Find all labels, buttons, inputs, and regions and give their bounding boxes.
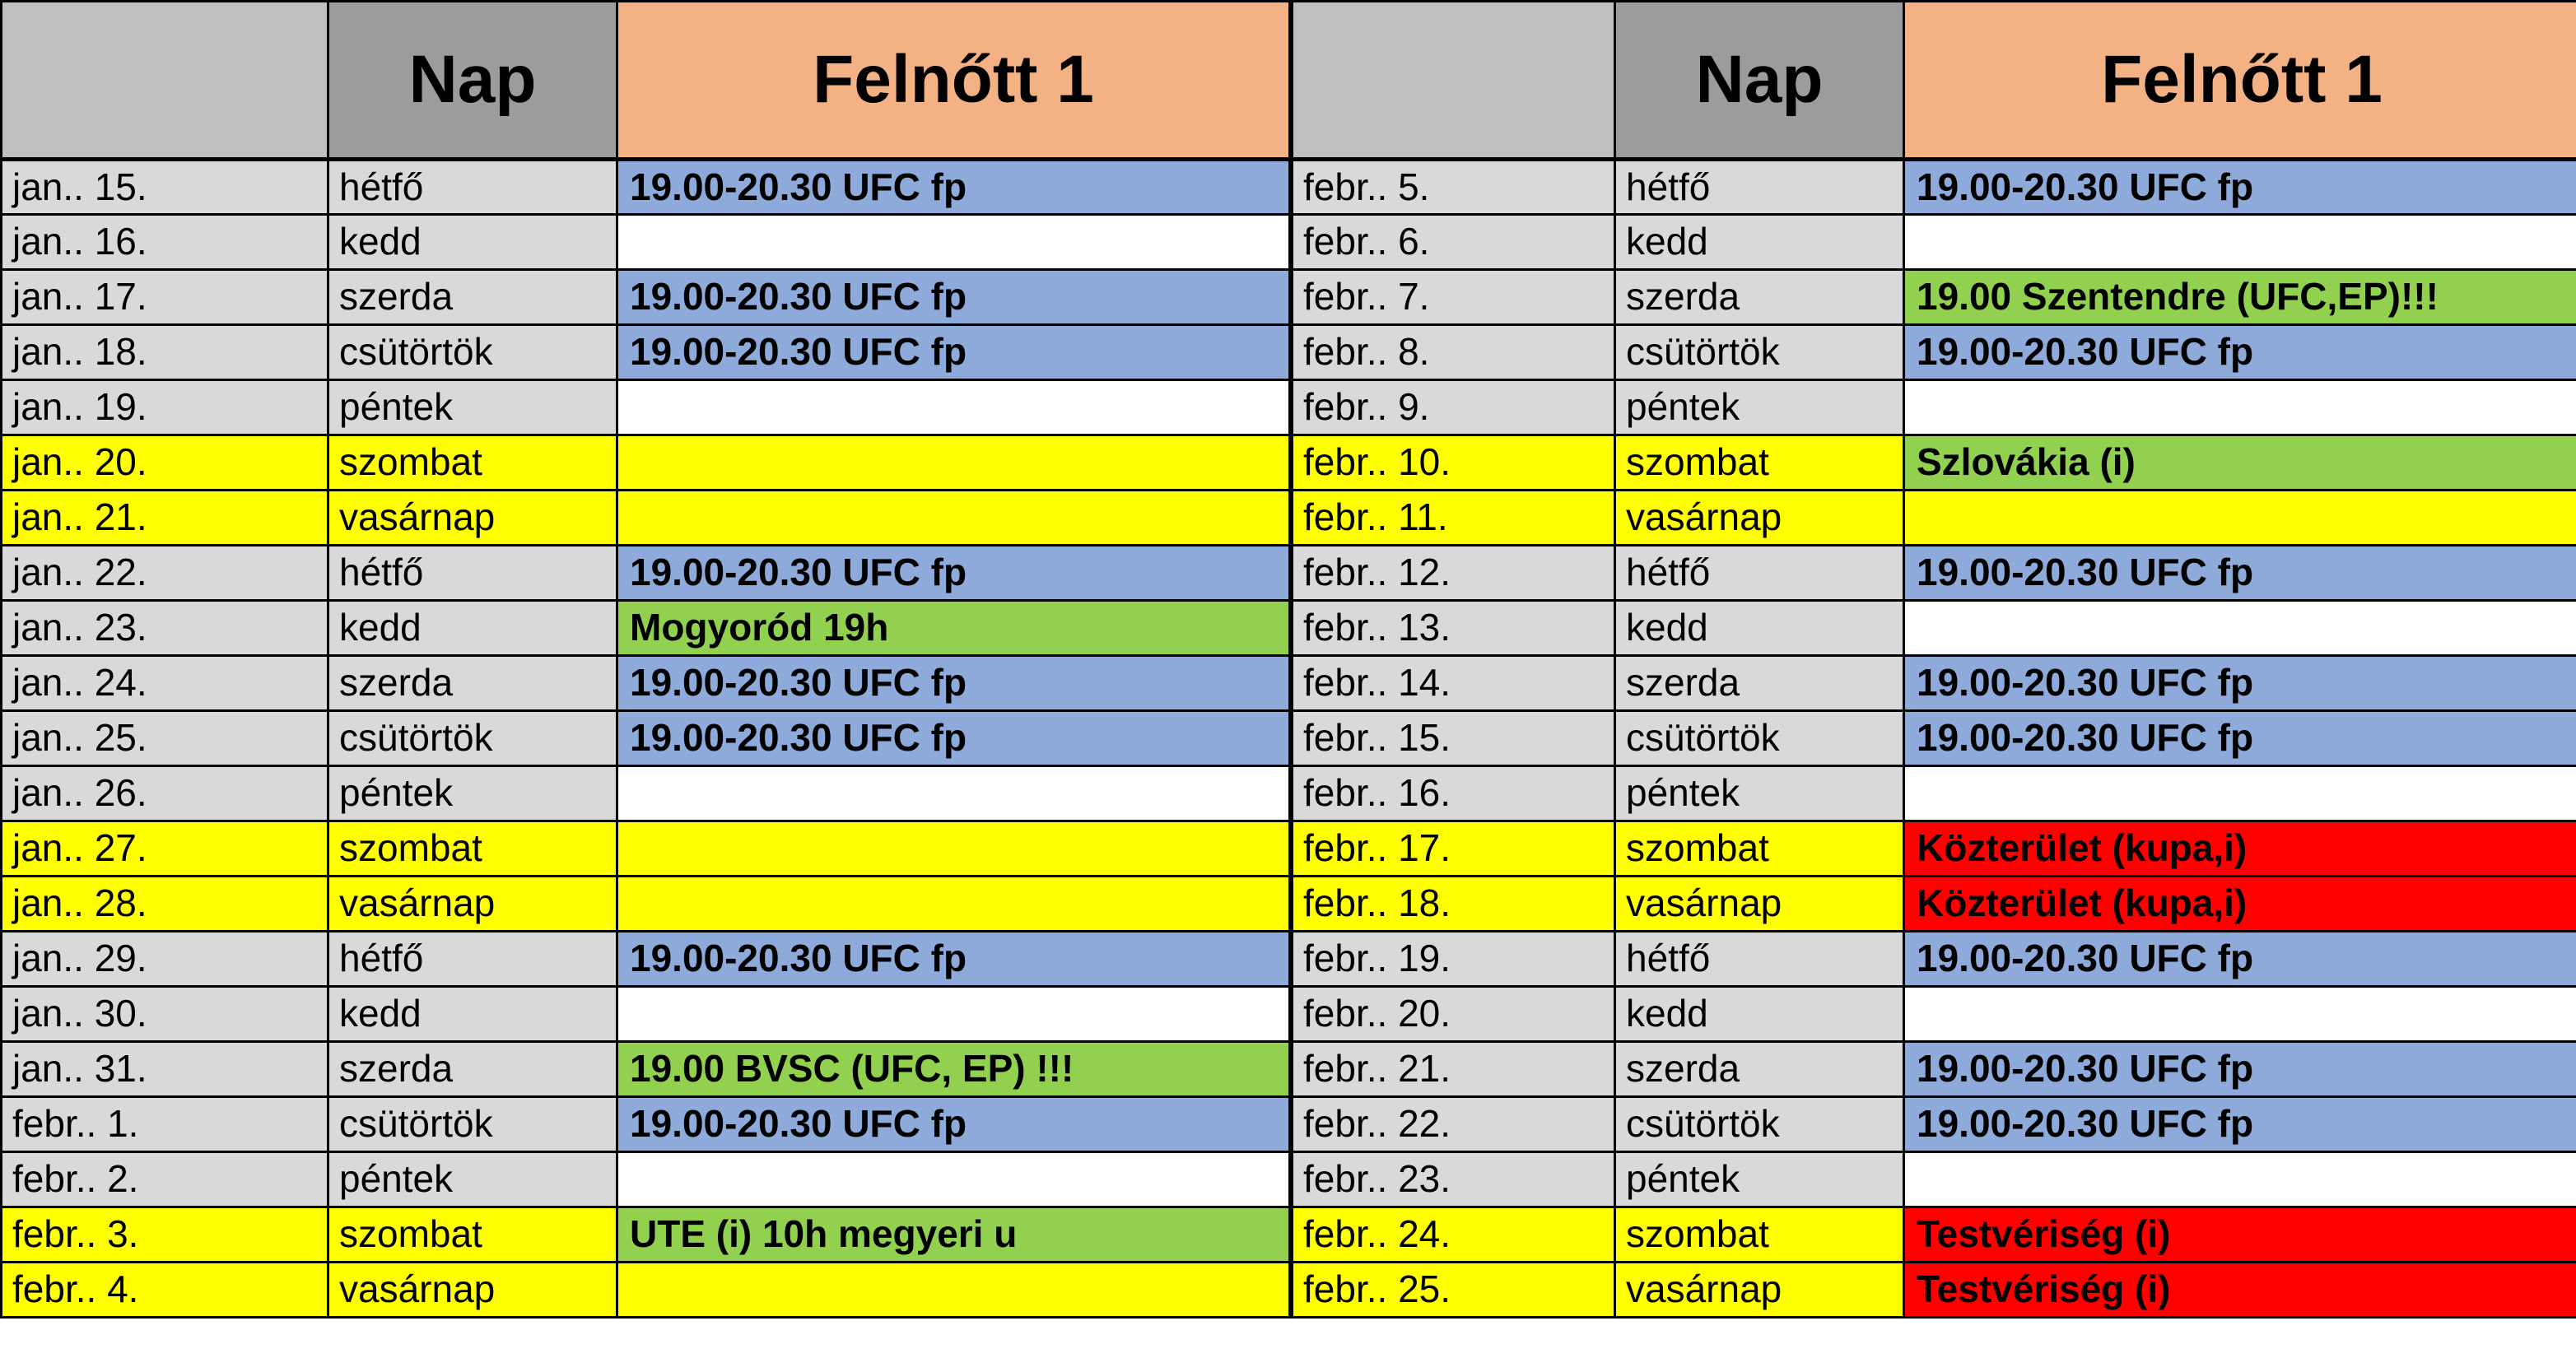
event-cell[interactable] <box>617 215 1290 270</box>
event-cell[interactable] <box>617 766 1290 821</box>
date-cell[interactable]: febr.. 11. <box>1293 491 1615 546</box>
schedule-row <box>2 435 1290 491</box>
date-cell[interactable]: febr.. 16. <box>1293 766 1615 821</box>
day-cell[interactable]: péntek <box>1615 380 1904 435</box>
header-group-cell[interactable]: Felnőtt 1 <box>1904 2 2576 160</box>
schedule-row <box>2 1042 1290 1097</box>
date-cell[interactable]: febr.. 14. <box>1293 656 1615 711</box>
schedule-row <box>1293 932 2576 987</box>
schedule-row <box>1293 215 2576 270</box>
day-cell[interactable]: csütörtök <box>1615 325 1904 380</box>
date-cell[interactable]: jan.. 31. <box>2 1042 328 1097</box>
schedule-row <box>1293 601 2576 656</box>
date-cell[interactable]: febr.. 19. <box>1293 932 1615 987</box>
date-cell[interactable]: jan.. 24. <box>2 656 328 711</box>
day-cell[interactable]: szombat <box>328 821 617 877</box>
event-cell[interactable] <box>617 491 1290 546</box>
schedule-row <box>1293 270 2576 325</box>
date-cell[interactable]: febr.. 21. <box>1293 1042 1615 1097</box>
event-cell[interactable] <box>1904 601 2576 656</box>
event-cell[interactable]: Közterület (kupa,i) <box>1904 877 2576 932</box>
date-cell[interactable]: jan.. 16. <box>2 215 328 270</box>
event-cell[interactable]: 19.00 BVSC (UFC, EP) !!! <box>617 1042 1290 1097</box>
date-cell[interactable]: jan.. 28. <box>2 877 328 932</box>
date-cell[interactable]: jan.. 27. <box>2 821 328 877</box>
day-cell[interactable]: vasárnap <box>328 491 617 546</box>
day-cell[interactable]: szombat <box>1615 1207 1904 1263</box>
event-cell[interactable] <box>617 821 1290 877</box>
event-cell[interactable]: 19.00-20.30 UFC fp <box>617 711 1290 766</box>
day-cell[interactable]: csütörtök <box>328 1097 617 1152</box>
day-cell[interactable]: vasárnap <box>1615 877 1904 932</box>
header-row <box>2 2 1290 160</box>
event-cell[interactable] <box>1904 1152 2576 1207</box>
date-cell[interactable]: febr.. 20. <box>1293 987 1615 1042</box>
schedule-row <box>2 821 1290 877</box>
event-cell[interactable]: 19.00-20.30 UFC fp <box>617 932 1290 987</box>
event-cell[interactable]: 19.00-20.30 UFC fp <box>617 325 1290 380</box>
event-cell[interactable]: 19.00-20.30 UFC fp <box>617 270 1290 325</box>
date-cell[interactable]: jan.. 17. <box>2 270 328 325</box>
event-cell[interactable] <box>617 987 1290 1042</box>
date-cell[interactable]: jan.. 29. <box>2 932 328 987</box>
schedule-row <box>1293 1097 2576 1152</box>
schedule-row <box>2 877 1290 932</box>
date-cell[interactable]: jan.. 21. <box>2 491 328 546</box>
date-cell[interactable]: febr.. 25. <box>1293 1263 1615 1318</box>
schedule-row <box>1293 821 2576 877</box>
day-cell[interactable]: hétfő <box>328 546 617 601</box>
day-cell[interactable]: kedd <box>1615 987 1904 1042</box>
day-cell[interactable]: csütörtök <box>1615 1097 1904 1152</box>
event-cell[interactable]: UTE (i) 10h megyeri u <box>617 1207 1290 1263</box>
event-cell[interactable]: Mogyoród 19h <box>617 601 1290 656</box>
header-day-cell[interactable]: Nap <box>1615 2 1904 160</box>
event-cell[interactable]: 19.00-20.30 UFC fp <box>1904 1097 2576 1152</box>
day-cell[interactable]: csütörtök <box>328 711 617 766</box>
schedule-row <box>1293 1207 2576 1263</box>
date-cell[interactable]: febr.. 13. <box>1293 601 1615 656</box>
day-cell[interactable]: péntek <box>1615 766 1904 821</box>
date-cell[interactable]: jan.. 30. <box>2 987 328 1042</box>
date-cell[interactable]: jan.. 18. <box>2 325 328 380</box>
event-cell[interactable]: Testvériség (i) <box>1904 1207 2576 1263</box>
day-cell[interactable]: csütörtök <box>1615 711 1904 766</box>
day-cell[interactable]: kedd <box>1615 601 1904 656</box>
event-cell[interactable]: 19.00-20.30 UFC fp <box>1904 656 2576 711</box>
event-cell[interactable] <box>617 1152 1290 1207</box>
day-cell[interactable]: vasárnap <box>328 877 617 932</box>
schedule-table-left <box>0 0 1291 1319</box>
schedule-row <box>2 656 1290 711</box>
event-cell[interactable]: 19.00-20.30 UFC fp <box>1904 932 2576 987</box>
schedule-row <box>1293 877 2576 932</box>
schedule-row <box>1293 160 2576 215</box>
schedule-row <box>2 160 1290 215</box>
day-cell[interactable]: kedd <box>328 215 617 270</box>
date-cell[interactable]: febr.. 18. <box>1293 877 1615 932</box>
header-day-cell[interactable]: Nap <box>328 2 617 160</box>
date-cell[interactable]: febr.. 24. <box>1293 1207 1615 1263</box>
schedule-row <box>2 546 1290 601</box>
day-cell[interactable]: kedd <box>328 987 617 1042</box>
schedule-row <box>2 491 1290 546</box>
day-cell[interactable]: péntek <box>1615 1152 1904 1207</box>
date-cell[interactable]: febr.. 23. <box>1293 1152 1615 1207</box>
event-cell[interactable]: Testvériség (i) <box>1904 1263 2576 1318</box>
schedule-row <box>1293 656 2576 711</box>
event-cell[interactable]: 19.00-20.30 UFC fp <box>1904 160 2576 215</box>
day-cell[interactable]: szerda <box>1615 656 1904 711</box>
event-cell[interactable] <box>1904 491 2576 546</box>
day-cell[interactable]: hétfő <box>1615 160 1904 215</box>
date-cell[interactable]: febr.. 22. <box>1293 1097 1615 1152</box>
header-group-cell[interactable]: Felnőtt 1 <box>617 2 1290 160</box>
date-cell[interactable]: jan.. 19. <box>2 380 328 435</box>
schedule-row <box>1293 1152 2576 1207</box>
schedule-row <box>1293 325 2576 380</box>
date-cell[interactable]: febr.. 5. <box>1293 160 1615 215</box>
schedule-row <box>2 1263 1290 1318</box>
day-cell[interactable]: szerda <box>1615 270 1904 325</box>
event-cell[interactable]: 19.00-20.30 UFC fp <box>1904 711 2576 766</box>
event-cell[interactable]: 19.00-20.30 UFC fp <box>617 1097 1290 1152</box>
header-blank-cell[interactable] <box>2 2 328 160</box>
schedule-row <box>2 380 1290 435</box>
event-cell[interactable] <box>1904 987 2576 1042</box>
date-cell[interactable]: jan.. 15. <box>2 160 328 215</box>
schedule-row <box>1293 491 2576 546</box>
day-cell[interactable]: péntek <box>328 766 617 821</box>
day-cell[interactable]: szerda <box>1615 1042 1904 1097</box>
date-cell[interactable]: jan.. 26. <box>2 766 328 821</box>
schedule-row <box>2 270 1290 325</box>
schedule-row <box>1293 435 2576 491</box>
date-cell[interactable]: febr.. 6. <box>1293 215 1615 270</box>
date-cell[interactable]: febr.. 15. <box>1293 711 1615 766</box>
event-cell[interactable] <box>1904 766 2576 821</box>
day-cell[interactable]: szerda <box>328 656 617 711</box>
schedule-row <box>2 987 1290 1042</box>
event-cell[interactable] <box>617 1263 1290 1318</box>
date-cell[interactable]: febr.. 1. <box>2 1097 328 1152</box>
event-cell[interactable] <box>617 877 1290 932</box>
day-cell[interactable]: szombat <box>328 1207 617 1263</box>
event-cell[interactable]: 19.00-20.30 UFC fp <box>617 546 1290 601</box>
schedule-row <box>1293 1263 2576 1318</box>
day-cell[interactable]: szombat <box>1615 435 1904 491</box>
date-cell[interactable]: febr.. 7. <box>1293 270 1615 325</box>
schedule-row <box>2 601 1290 656</box>
event-cell[interactable] <box>1904 380 2576 435</box>
schedule-row <box>1293 766 2576 821</box>
day-cell[interactable]: vasárnap <box>1615 491 1904 546</box>
schedule-row <box>1293 711 2576 766</box>
day-cell[interactable]: vasárnap <box>328 1263 617 1318</box>
schedule-row <box>1293 987 2576 1042</box>
day-cell[interactable]: péntek <box>328 380 617 435</box>
day-cell[interactable]: szombat <box>1615 821 1904 877</box>
date-cell[interactable]: febr.. 2. <box>2 1152 328 1207</box>
schedule-table-right <box>1291 0 2576 1319</box>
schedule-row <box>1293 546 2576 601</box>
day-cell[interactable]: vasárnap <box>1615 1263 1904 1318</box>
date-cell[interactable]: febr.. 8. <box>1293 325 1615 380</box>
header-row <box>1293 2 2576 160</box>
date-cell[interactable]: jan.. 25. <box>2 711 328 766</box>
day-cell[interactable]: szombat <box>328 435 617 491</box>
date-cell[interactable]: jan.. 23. <box>2 601 328 656</box>
schedule-row <box>2 1207 1290 1263</box>
date-cell[interactable]: febr.. 12. <box>1293 546 1615 601</box>
event-cell[interactable]: Közterület (kupa,i) <box>1904 821 2576 877</box>
date-cell[interactable]: jan.. 22. <box>2 546 328 601</box>
schedule-row <box>2 325 1290 380</box>
date-cell[interactable]: jan.. 20. <box>2 435 328 491</box>
schedule-row <box>2 711 1290 766</box>
day-cell[interactable]: hétfő <box>328 160 617 215</box>
event-cell[interactable]: 19.00-20.30 UFC fp <box>617 656 1290 711</box>
schedule-row <box>2 1152 1290 1207</box>
day-cell[interactable]: hétfő <box>1615 932 1904 987</box>
event-cell[interactable]: 19.00-20.30 UFC fp <box>1904 546 2576 601</box>
schedule-row <box>2 932 1290 987</box>
event-cell[interactable] <box>617 380 1290 435</box>
date-cell[interactable]: febr.. 9. <box>1293 380 1615 435</box>
date-cell[interactable]: febr.. 3. <box>2 1207 328 1263</box>
event-cell[interactable]: 19.00-20.30 UFC fp <box>1904 1042 2576 1097</box>
schedule-row <box>2 766 1290 821</box>
date-cell[interactable]: febr.. 4. <box>2 1263 328 1318</box>
date-cell[interactable]: febr.. 17. <box>1293 821 1615 877</box>
event-cell[interactable] <box>1904 215 2576 270</box>
day-cell[interactable]: kedd <box>328 601 617 656</box>
schedule-row <box>2 1097 1290 1152</box>
day-cell[interactable]: hétfő <box>1615 546 1904 601</box>
date-cell[interactable]: febr.. 10. <box>1293 435 1615 491</box>
schedule-row <box>2 215 1290 270</box>
day-cell[interactable]: csütörtök <box>328 325 617 380</box>
day-cell[interactable]: péntek <box>328 1152 617 1207</box>
schedule-row <box>1293 1042 2576 1097</box>
day-cell[interactable]: kedd <box>1615 215 1904 270</box>
day-cell[interactable]: szerda <box>328 1042 617 1097</box>
event-cell[interactable] <box>617 435 1290 491</box>
schedule-row <box>1293 380 2576 435</box>
event-cell[interactable]: 19.00 Szentendre (UFC,EP)!!! <box>1904 270 2576 325</box>
day-cell[interactable]: szerda <box>328 270 617 325</box>
header-blank-cell[interactable] <box>1293 2 1615 160</box>
event-cell[interactable]: Szlovákia (i) <box>1904 435 2576 491</box>
day-cell[interactable]: hétfő <box>328 932 617 987</box>
event-cell[interactable]: 19.00-20.30 UFC fp <box>1904 325 2576 380</box>
event-cell[interactable]: 19.00-20.30 UFC fp <box>617 160 1290 215</box>
